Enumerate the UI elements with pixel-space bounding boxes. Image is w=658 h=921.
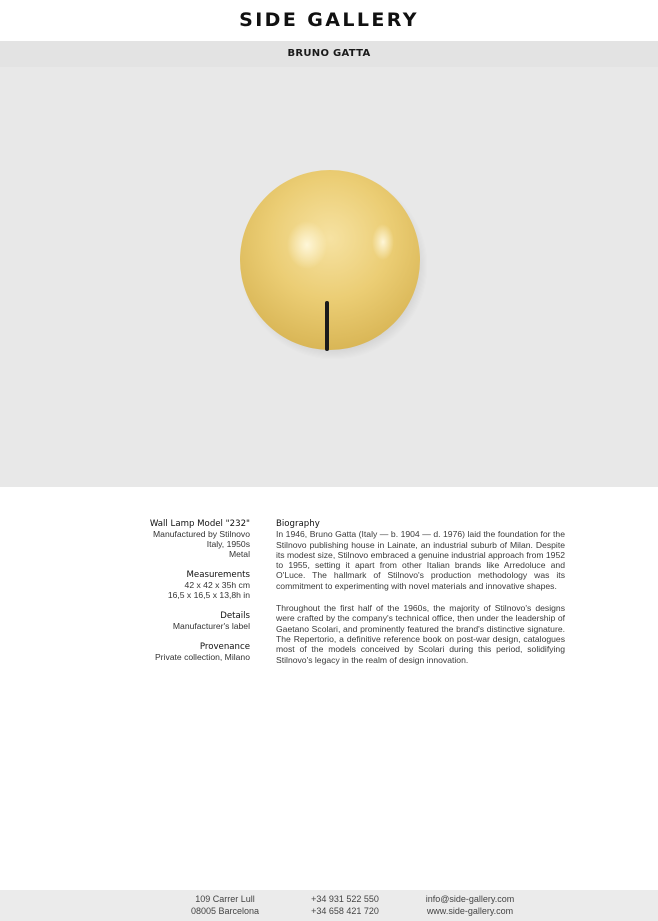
lamp-stem <box>325 301 329 351</box>
footer-address <box>180 894 270 917</box>
page-header <box>0 0 658 41</box>
page-footer <box>0 890 658 921</box>
details-value: Manufacturer's label <box>172 621 250 631</box>
material: Metal <box>228 549 250 559</box>
brand-logo: SIDE GALLERY <box>239 9 419 31</box>
origin: Italy, 1950s <box>206 539 250 549</box>
footer-contact <box>415 894 525 917</box>
artist-name: BRUNO GATTA <box>287 48 371 59</box>
lamp-image <box>237 169 427 359</box>
spec-provenance <box>100 642 250 662</box>
measurements-label: Measurements <box>186 570 250 580</box>
biography-paragraph-1: In 1946, Bruno Gatta (Italy — b. 1904 — d. 1976) laid the foundation for the Stilnovo publishing house in Lainate, an industrial suburb of Milan. Despite its modest size, Stilnovo embraced a genuine industrial approach from 1952 to 1955, setting it apart from other Italian brands like Arredoluce and O'Luce. The hallmark of Stilnovo's production methodology was its commitment to experimenting with novel materials and innovative shapes. <box>276 529 566 591</box>
spec-measurements <box>100 570 250 600</box>
biography-heading: Biography <box>276 519 320 529</box>
website-link[interactable]: www.side-gallery.com <box>426 905 514 916</box>
measurements-in: 16,5 x 16,5 x 13,8h in <box>167 590 250 600</box>
biography <box>276 519 565 677</box>
product-title: Wall Lamp Model "232" <box>149 519 250 529</box>
email-link[interactable]: info@side-gallery.com <box>425 894 515 904</box>
footer-phones <box>300 894 390 917</box>
phone-1[interactable]: +34 931 522 550 <box>311 894 379 904</box>
measurements-cm: 42 x 42 x 35h cm <box>184 580 250 590</box>
specifications <box>100 519 250 673</box>
provenance-label: Provenance <box>199 642 250 652</box>
spec-details <box>100 611 250 631</box>
biography-paragraph-2: Throughout the first half of the 1960s, the majority of Stilnovo's designs were crafted by the company's technical office, then under the leadership of Gaetano Scolari, and prominently featured the brand's distinctive signature. The Repertorio, a definitive reference book on post-war design, catalogues most of the models conceived by Scolari during this period, solidifying Stilnovo's legacy in the realm of design innovation. <box>276 603 565 665</box>
address-line-1: 109 Carrer Lull <box>195 894 255 904</box>
artist-bar <box>0 41 658 67</box>
manufacturer: Manufactured by Stilnovo <box>153 529 250 539</box>
product-image-area <box>0 41 658 487</box>
details-label: Details <box>220 611 250 621</box>
provenance-value: Private collection, Milano <box>154 652 250 662</box>
lamp-highlight-left <box>287 221 327 269</box>
phone-2[interactable]: +34 658 421 720 <box>311 905 379 916</box>
wall-lamp-icon <box>237 169 427 359</box>
address-line-2: 08005 Barcelona <box>190 905 260 916</box>
lamp-highlight-right <box>372 224 394 260</box>
spec-main <box>100 519 250 559</box>
lamp-disc <box>240 170 420 350</box>
